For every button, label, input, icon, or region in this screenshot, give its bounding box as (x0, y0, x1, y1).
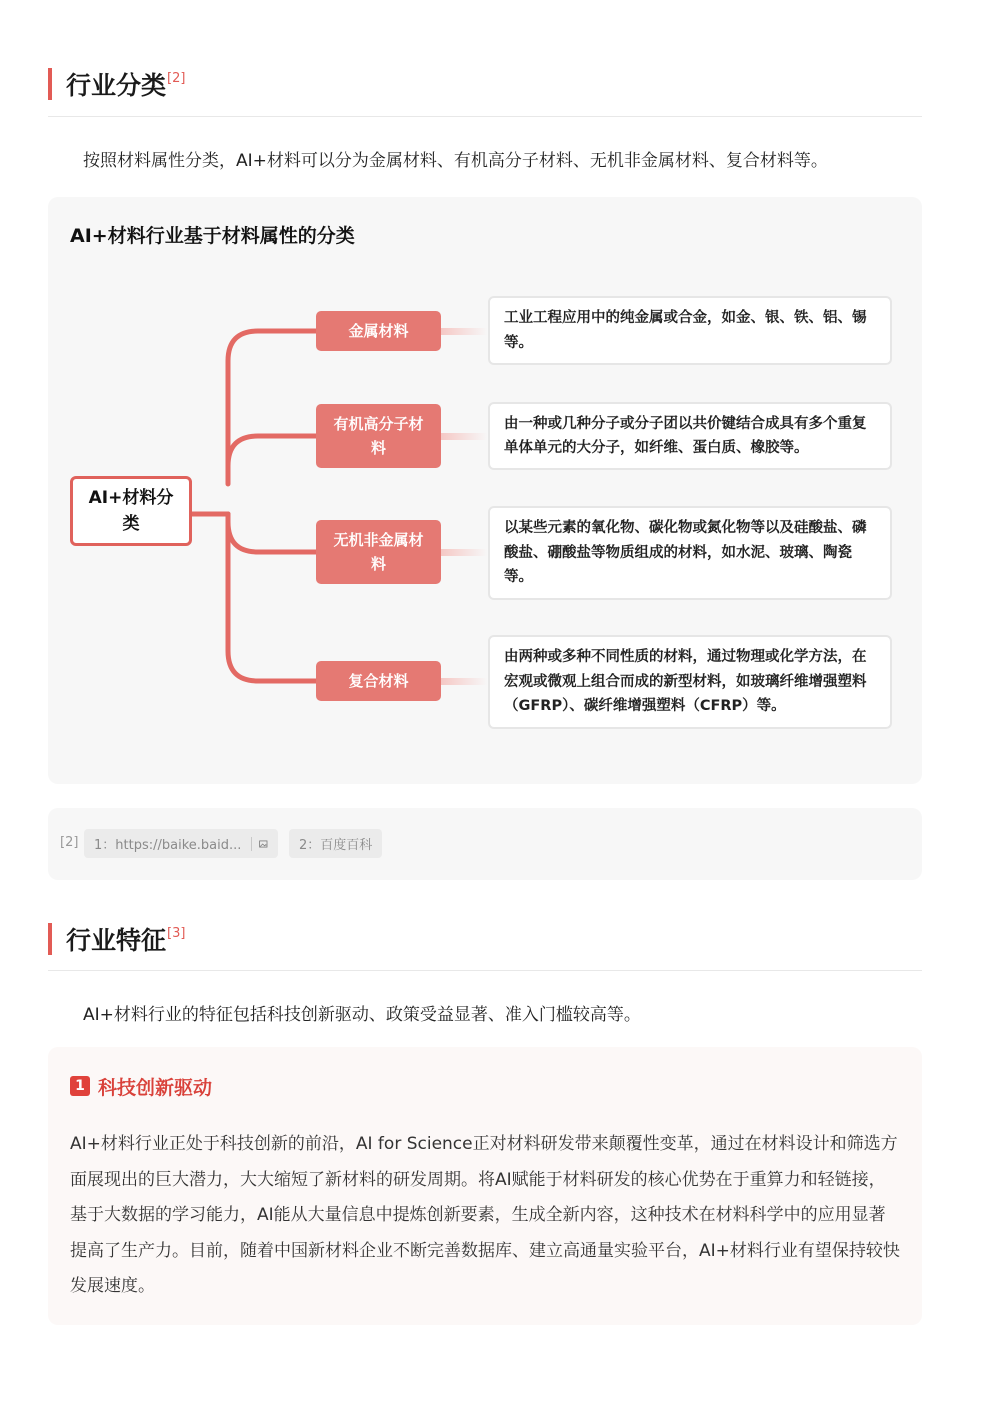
mindmap-root: AI+材料分类 (70, 476, 192, 546)
source-chip-1[interactable] (84, 829, 278, 858)
section-intro: 按照材料属性分类，AI+材料可以分为金属材料、有机高分子材料、无机非金属材料、复合材料等。 (83, 151, 828, 171)
source-chip-label[interactable]: 1：https://baike.baid... (94, 838, 242, 853)
mindmap-title: AI+材料行业基于材料属性的分类 (70, 225, 355, 247)
branch-link-fade (441, 328, 487, 335)
branch-link-fade (441, 549, 487, 556)
feature-number-badge: 1 (70, 1076, 90, 1096)
reference-link[interactable]: [2] (167, 71, 186, 86)
section-heading-features (48, 923, 922, 957)
branch-metal: 金属材料 (316, 311, 441, 351)
leaf-organic-desc: 由一种或几种分子或分子团以共价键结合成具有多个重复单体单元的大分子，如纤维、蛋白质、橡胶等。 (488, 402, 892, 470)
source-chip-2[interactable]: 2：百度百科 (289, 829, 382, 858)
reference-link[interactable]: [3] (167, 926, 186, 941)
connector-branch-4 (228, 514, 316, 681)
branch-link-fade (441, 433, 487, 440)
leaf-inorganic-desc: 以某些元素的氧化物、碳化物或氮化物等以及硅酸盐、磷酸盐、硼酸盐等物质组成的材料，如水泥、玻璃、陶瓷等。 (488, 506, 892, 600)
branch-composite: 复合材料 (316, 661, 441, 701)
section-intro: AI+材料行业的特征包括科技创新驱动、政策受益显著、准入门槛较高等。 (83, 1005, 641, 1025)
feature-title: 科技创新驱动 (98, 1077, 213, 1099)
branch-link-fade (441, 678, 487, 685)
chip-separator (251, 837, 252, 851)
section-title: 行业特征[3] (66, 926, 186, 955)
source-tag: [2] (60, 835, 79, 850)
branch-inorganic-nonmetal: 无机非金属材料 (316, 520, 441, 584)
section-title: 行业分类[2] (66, 71, 186, 100)
connector-branch-1 (228, 331, 316, 484)
branch-organic-polymer: 有机高分子材料 (316, 404, 441, 468)
leaf-composite-desc: 由两种或多种不同性质的材料，通过物理或化学方法，在宏观或微观上组合而成的新型材料，如玻璃纤维增强塑料（GFRP）、碳纤维增强塑料（CFRP）等。 (488, 635, 892, 729)
leaf-metal-desc: 工业工程应用中的纯金属或合金，如金、银、铁、铝、锡等。 (488, 296, 892, 365)
feature-body: AI+材料行业正处于科技创新的前沿，AI for Science正对材料研发带来颠覆性变革，通过在材料设计和筛选方面展现出的巨大潜力，大大缩短了新材料的研发周期。将AI赋能于材料研发的核心优势在于重算力和轻链接，基于大数据的学习能力，AI能从大量信息中提炼创新要素，生成全新内容，这种技术在材料科学中的应用显著提高了生产力。目前，随着中国新材料企业不断完善数据库、建立高通量实验平台，AI+材料行业有望保持较快发展速度。 (70, 1134, 900, 1296)
section-divider (48, 970, 922, 971)
connector-branch-3 (228, 514, 316, 552)
image-icon[interactable] (259, 838, 268, 850)
connector-branch-2 (228, 436, 316, 466)
heading-accent-bar (48, 923, 52, 955)
